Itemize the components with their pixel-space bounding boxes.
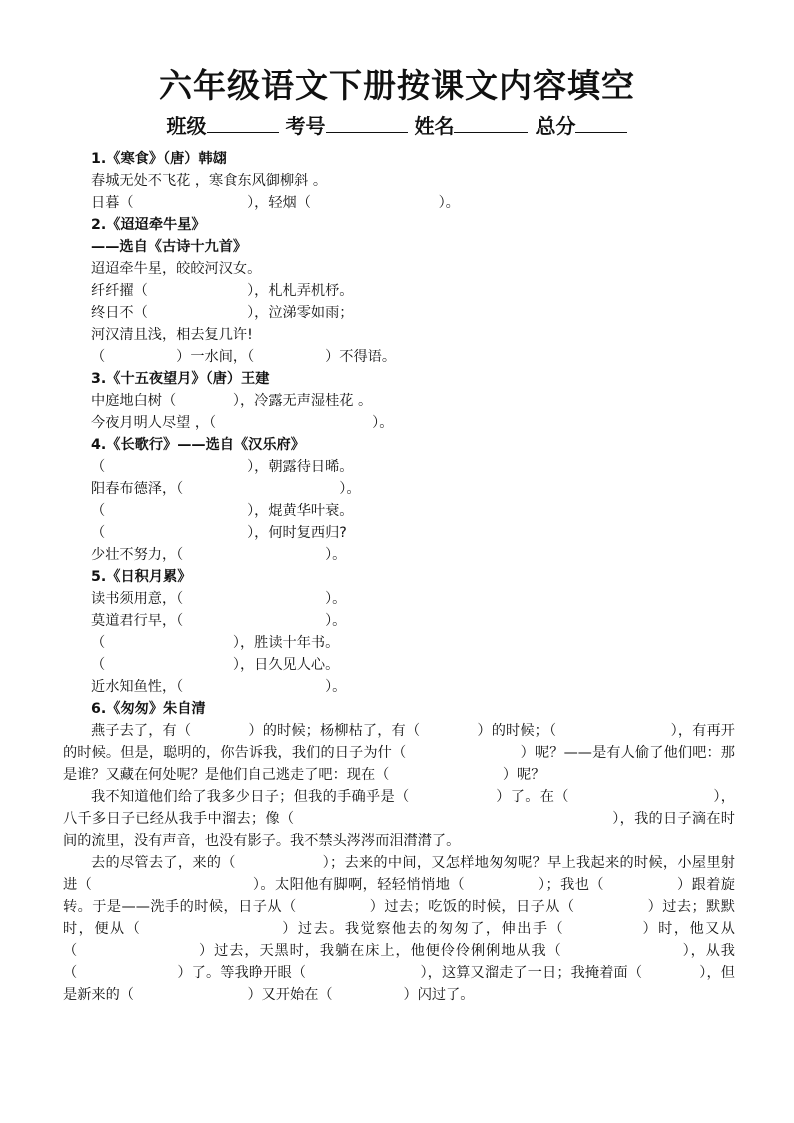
s4-line-1[interactable]: （ ），朝露待日晞。: [91, 459, 354, 475]
s5-line-1[interactable]: 读书须用意，（ ）。: [91, 591, 347, 607]
exam-number-label: 考号: [285, 114, 326, 138]
s1-line-2[interactable]: 日暮（ ），轻烟（ ）。: [91, 195, 460, 211]
s4-line-3[interactable]: （ ），焜黄华叶衰。: [91, 503, 354, 519]
section-5-heading: 5.《日积月累》: [91, 569, 192, 585]
exam-number-blank[interactable]: [326, 114, 408, 133]
section-2-subheading: ——选自《古诗十九首》: [91, 239, 248, 255]
section-4-heading: 4.《长歌行》——选自《汉乐府》: [91, 437, 305, 453]
s4-line-5[interactable]: 少壮不努力，（ ）。: [91, 547, 347, 563]
s5-line-3[interactable]: （ ），胜读十年书。: [91, 635, 340, 651]
s3-line-2[interactable]: 今夜月明人尽望 ，（ ）。: [91, 415, 394, 431]
s2-line-5[interactable]: （ ）一水间，（ ）不得语。: [91, 349, 397, 365]
name-blank[interactable]: [454, 114, 528, 133]
s2-line-1: 迢迢牵牛星，皎皎河汉女。: [91, 261, 262, 277]
student-info-row: [0, 110, 794, 139]
section-2-heading: 2.《迢迢牵牛星》: [91, 217, 206, 233]
s5-line-4[interactable]: （ ），日久见人心。: [91, 657, 340, 673]
s2-line-4: 河汉清且浅，相去复几许!: [91, 327, 253, 343]
section-6-heading: 6.《匆匆》朱自清: [91, 701, 206, 717]
section-3-heading: 3.《十五夜望月》（唐）王建: [91, 371, 270, 387]
page-title: 六年级语文下册按课文内容填空: [159, 66, 635, 105]
s6-paragraph-1[interactable]: 燕子去了，有（ ）的时候；杨柳枯了，有（ ）的时候；（ ），有再开的时候。但是，聪明的，你告诉我，我们的日子为什（ ）呢？——是有人偷了他们吧：那是谁？又藏在何处呢？是他们自己逃走了吧：现在（ ）呢？: [63, 723, 735, 783]
score-blank[interactable]: [575, 114, 627, 133]
s6-paragraph-3[interactable]: 去的尽管去了，来的（ ）；去来的中间，又怎样地匆匆呢？早上我起来的时候，小屋里射进（ ）。太阳他有脚啊，轻轻悄悄地（ ）；我也（ ）跟着旋转。于是——洗手的时候，日子从（ ）过去；吃饭的时候，日子从（ ）过去；默默时，便从（ ）过去。我觉察他去的匆匆了，伸出手（ ）时，他又从（ ）过去，天黑时，我躺在床上，他便伶伶俐俐地从我（ ），从我（ ）了。等我睁开眼（ ），这算又溜走了一日；我掩着面（ ），但是新来的（ ）又开始在（ ）闪过了。: [63, 855, 735, 1003]
s6-paragraph-2[interactable]: 我不知道他们给了我多少日子；但我的手确乎是（ ）了。在（ ），八千多日子已经从我手中溜去；像（ ），我的日子滴在时间的流里，没有声音，也没有影子。我不禁头涔涔而泪潸潸了。: [63, 789, 735, 849]
class-label: 班级: [166, 114, 207, 138]
section-1-heading: 1.《寒食》（唐）韩翃: [91, 151, 227, 167]
worksheet-content: [63, 148, 735, 1006]
class-blank[interactable]: [207, 114, 279, 133]
s1-line-1: 春城无处不飞花 ，寒食东风御柳斜 。: [91, 173, 328, 189]
s2-line-2[interactable]: 纤纤擢（ ），札札弄机杼。: [91, 283, 354, 299]
s5-line-2[interactable]: 莫道君行早，（ ）。: [91, 613, 347, 629]
s2-line-3[interactable]: 终日不（ ），泣涕零如雨；: [91, 305, 354, 321]
s3-line-1[interactable]: 中庭地白树（ ），冷露无声湿桂花 。: [91, 393, 373, 409]
score-label: 总分: [535, 114, 576, 138]
s4-line-2[interactable]: 阳春布德泽，（ ）。: [91, 481, 361, 497]
s4-line-4[interactable]: （ ），何时复西归?: [91, 525, 347, 541]
s5-line-5[interactable]: 近水知鱼性，（ ）。: [91, 679, 347, 695]
name-label: 姓名: [414, 114, 455, 138]
